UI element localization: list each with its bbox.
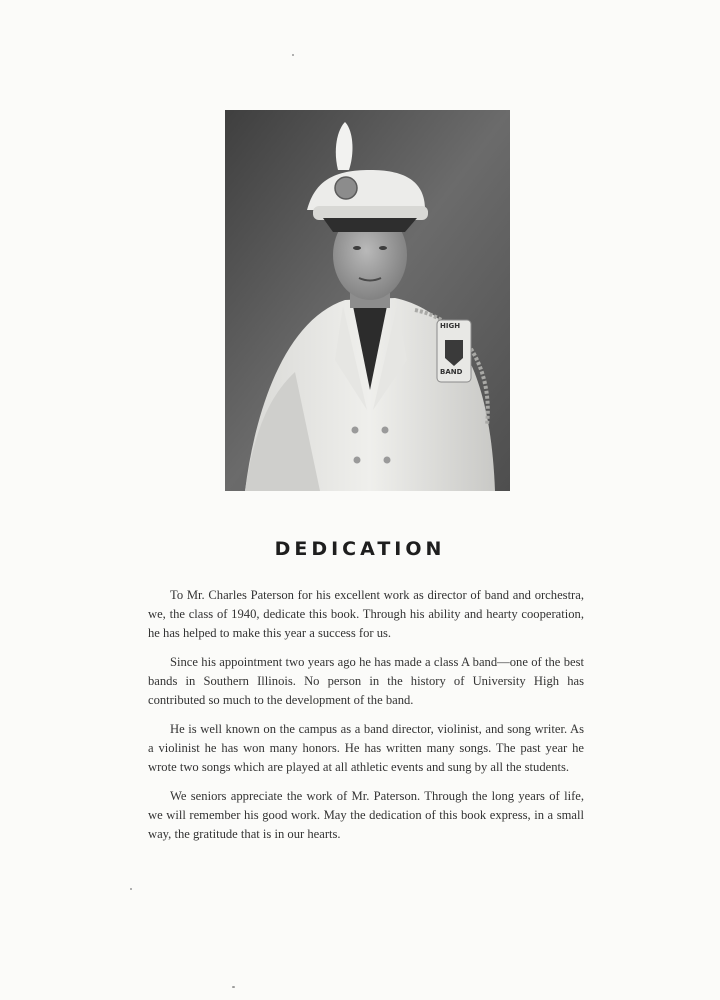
portrait-photo <box>225 110 510 491</box>
page-title: DEDICATION <box>274 538 446 560</box>
paragraph: Since his appointment two years ago he has made a class A band—one of the best bands in Southern Illinois. No person in the history of University High has contributed so much to the development of the band. <box>148 655 584 707</box>
band-cap-badge-icon <box>335 177 357 199</box>
shoulder-patch-label-band: BAND <box>440 368 463 376</box>
paper-speck <box>292 54 294 56</box>
paper-speck <box>232 986 235 988</box>
portrait-illustration <box>225 110 510 491</box>
dedication-text <box>148 586 584 854</box>
shoulder-patch-label: HIGH <box>440 322 461 330</box>
paper-speck <box>130 888 132 890</box>
paragraph: To Mr. Charles Paterson for his excellent work as director of band and orchestra, we, the class of 1940, dedicate this book. Through his ability and hearty cooperation, he has helped to make this year a success for us. <box>148 588 584 640</box>
paragraph: We seniors appreciate the work of Mr. Paterson. Through the long years of life, we will remember his good work. May the dedication of this book express, in a small way, the gratitude that is in our hearts. <box>148 789 584 841</box>
paragraph: He is well known on the campus as a band director, violinist, and song writer. As a violinist he has won many honors. He has written many songs. The past year he wrote two songs which are played at all athletic events and sung by all the students. <box>148 722 584 774</box>
